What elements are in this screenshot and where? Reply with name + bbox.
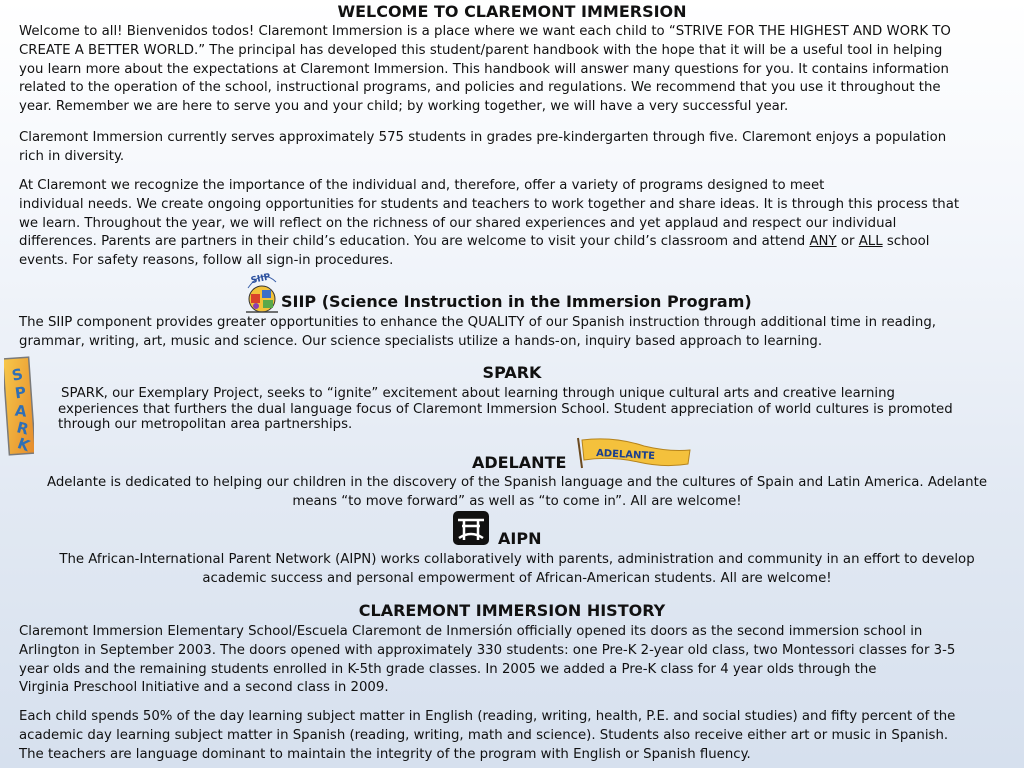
population-line: rich in diversity. bbox=[19, 148, 125, 164]
intro-line: year. Remember we are here to serve you and your child; by working together, we will have a very successful year. bbox=[19, 99, 789, 115]
aipn-line: academic success and personal empowerment of African-American students. All are welcome! bbox=[202, 570, 832, 586]
schedule-paragraph bbox=[19, 708, 1019, 764]
spark-heading: SPARK bbox=[482, 363, 542, 382]
all-emphasis: ALL bbox=[858, 234, 883, 250]
schedule-line: The teachers are language dominant to maintain the integrity of the program with English or Spanish fluency. bbox=[19, 746, 751, 762]
adelante-line: Adelante is dedicated to helping our children in the discovery of the Spanish language and the cultures of Spain and Latin America. Adelante bbox=[46, 475, 988, 490]
intro-line: CREATE A BETTER WORLD.” The principal has developed this student/parent handbook with the hope that it will be a useful tool in helping bbox=[19, 42, 943, 58]
programs-line: events. For safety reasons, follow all sign-in procedures. bbox=[19, 253, 394, 269]
history-line: Arlington in September 2003. The doors opened with approximately 330 students: one Pre-K 2-year old class, two Montessori classes for 3-5 bbox=[19, 642, 956, 658]
population-line: Claremont Immersion currently serves approximately 575 students in grades pre-kindergarten through five. Claremont enjoys a population bbox=[19, 130, 947, 145]
history-paragraph bbox=[19, 623, 1019, 698]
programs-line-text: differences. Parents are partners in their child’s education. You are welcome to visit your child’s classroom and attend bbox=[19, 234, 810, 250]
spark-logo-letter: A bbox=[14, 401, 28, 421]
any-emphasis: ANY bbox=[809, 234, 837, 250]
programs-line: individual needs. We create ongoing opportunities for students and teachers to work together and share ideas. It is through this process that bbox=[19, 196, 960, 212]
intro-line: you learn more about the expectations at Claremont Immersion. This handbook will answer many questions for you. It contains information bbox=[19, 61, 949, 77]
aipn-paragraph bbox=[10, 551, 1024, 589]
programs-line bbox=[19, 233, 1019, 252]
programs-line: At Claremont we recognize the importance of the individual and, therefore, offer a variety of programs designed to meet bbox=[19, 178, 825, 193]
history-line: Claremont Immersion Elementary School/Escuela Claremont de Inmersión officially opened its doors as the second immersion school in bbox=[19, 624, 923, 639]
schedule-line: Each child spends 50% of the day learning subject matter in English (reading, writing, health, P.E. and social studies) and fifty percent of the bbox=[19, 709, 956, 724]
intro-line: Welcome to all! Bienvenidos todos! Claremont Immersion is a place where we want each child to “STRIVE FOR THE HIGHEST AND WORK TO bbox=[19, 24, 951, 39]
intro-paragraph bbox=[19, 23, 1019, 117]
spark-logo-letter: P bbox=[13, 383, 28, 403]
adelante-paragraph bbox=[10, 474, 1024, 512]
adelante-flag-icon bbox=[574, 436, 694, 470]
adelante-flag-text: ADELANTE bbox=[595, 448, 656, 463]
siip-paragraph bbox=[19, 314, 1019, 352]
siip-line: The SIIP component provides greater opportunities to enhance the QUALITY of our Spanish instruction through additional time in reading, bbox=[19, 315, 937, 330]
aipn-line: The African-International Parent Network (AIPN) works collaboratively with parents, administration and community in an effort to develop bbox=[59, 552, 975, 567]
page-title: WELCOME TO CLAREMONT IMMERSION bbox=[337, 2, 687, 21]
adelante-heading: ADELANTE bbox=[472, 453, 567, 472]
siip-logo-text: SIIP bbox=[249, 272, 272, 287]
schedule-line: academic day learning subject matter in Spanish (reading, writing, math and science). Students also receive either art or music in Spanish. bbox=[19, 727, 949, 743]
spark-paragraph bbox=[58, 386, 1020, 433]
or-text: or bbox=[836, 234, 859, 250]
history-heading: CLAREMONT IMMERSION HISTORY bbox=[358, 601, 666, 620]
school-text: school bbox=[882, 234, 930, 250]
intro-line: related to the operation of the school, instructional programs, and policies and regulations. We recommend that you use it throughout the bbox=[19, 80, 941, 96]
spark-line: through our metropolitan area partnerships. bbox=[58, 417, 353, 432]
siip-logo-icon bbox=[242, 270, 282, 316]
spark-logo-letter: S bbox=[10, 364, 25, 385]
programs-paragraph bbox=[19, 177, 1019, 271]
history-line: Virginia Preschool Initiative and a second class in 2009. bbox=[19, 680, 389, 696]
siip-line: grammar, writing, art, music and science. Our science specialists utilize a hands-on, inquiry based approach to learning. bbox=[19, 333, 823, 349]
spark-logo-letter: R bbox=[14, 418, 31, 439]
aipn-logo-icon bbox=[450, 508, 492, 548]
programs-line: we learn. Throughout the year, we will reflect on the richness of our shared experiences and yet applaud and respect our individual bbox=[19, 215, 897, 231]
spark-logo-letter: K bbox=[15, 434, 33, 456]
adelante-line: means “to move forward” as well as “to come in”. All are welcome! bbox=[292, 493, 742, 509]
siip-heading-bold: SIIP (Science Instruction in the Immersion Program) bbox=[281, 292, 752, 311]
history-line: year olds and the remaining students enrolled in K-5th grade classes. In 2005 we added a Pre-K class for 4 year olds through the bbox=[19, 661, 877, 677]
population-paragraph bbox=[19, 129, 1019, 167]
spark-line: SPARK, our Exemplary Project, seeks to “ignite” excitement about learning through unique cultural arts and creative learning bbox=[61, 386, 895, 401]
aipn-heading: AIPN bbox=[498, 529, 542, 548]
spark-line: experiences that furthers the dual language focus of Claremont Immersion School. Student appreciation of world cultures is promoted bbox=[58, 401, 953, 417]
